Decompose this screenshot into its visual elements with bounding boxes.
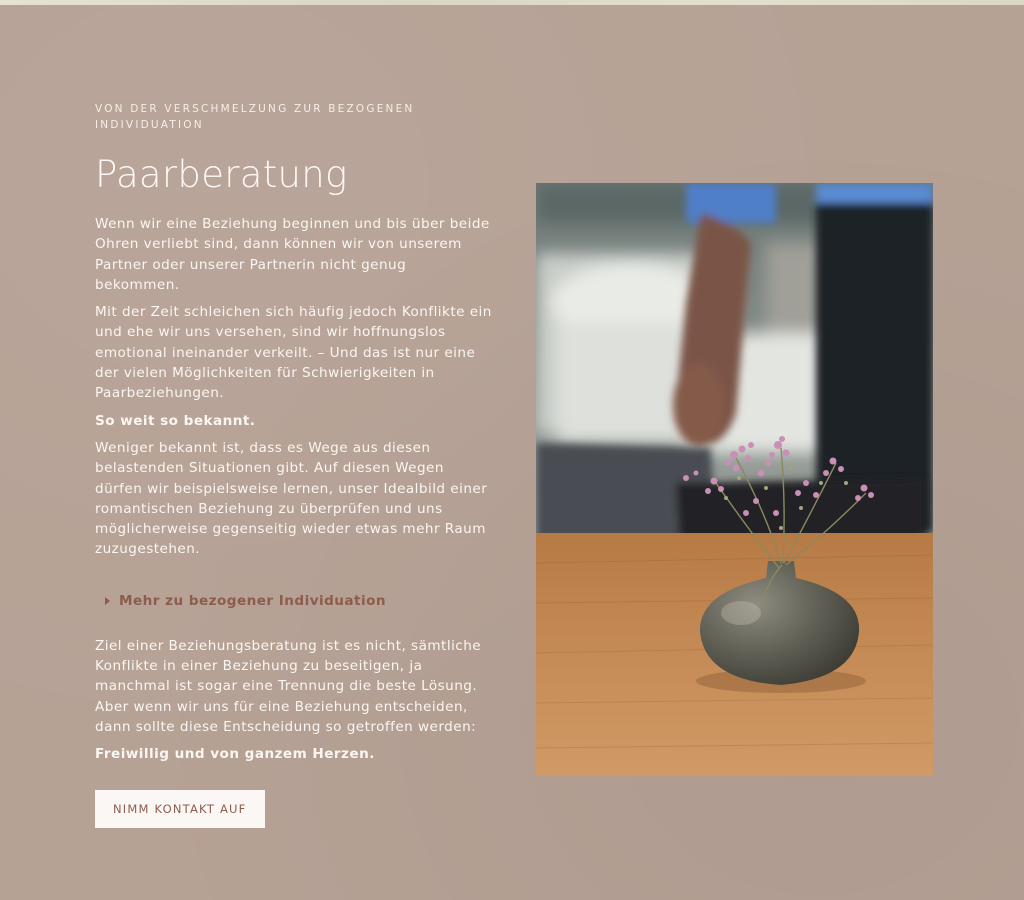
conflict-paragraph: Mit der Zeit schleichen sich häufig jedoch Konflikte ein und ehe wir uns versehen, sind wir hoffnungslos emotional ineinander verkeilt. – Und das ist nur eine der vielen Möglichkeiten für Schwierigkeiten in Paarbeziehungen. bbox=[95, 304, 492, 402]
paarberatung-section bbox=[0, 5, 1024, 900]
vase-flowers-photo bbox=[536, 183, 933, 776]
intro-paragraph: Wenn wir eine Beziehung beginnen und bis über beide Ohren verliebt sind, dann können wir von unserem Partner oder unserer Partnerin nicht genug bekommen. bbox=[95, 216, 490, 293]
section-eyebrow: VON DER VERSCHMELZUNG ZUR BEZOGENEN INDIVIDUATION bbox=[95, 103, 415, 131]
text-column bbox=[95, 101, 495, 828]
goal-paragraph: Ziel einer Beziehungsberatung ist es nicht, sämtliche Konflikte in einer Beziehung zu beseitigen, ja manchmal ist sogar eine Trennung die beste Lösung. Aber wenn wir uns für eine Beziehung entscheiden, dann sollte diese Entscheidung so getroffen werden: bbox=[95, 637, 482, 735]
more-individuation-toggle[interactable] bbox=[105, 593, 495, 609]
closing-statement: Freiwillig und von ganzem Herzen. bbox=[95, 746, 375, 763]
triangle-right-icon bbox=[105, 597, 110, 605]
more-individuation-label: Mehr zu bezogener Individuation bbox=[119, 592, 387, 609]
contact-button[interactable]: NIMM KONTAKT AUF bbox=[95, 790, 265, 828]
page-title: Paarberatung bbox=[95, 153, 348, 196]
known-statement: So weit so bekannt. bbox=[95, 412, 256, 429]
ways-paragraph: Weniger bekannt ist, dass es Wege aus diesen belastenden Situationen gibt. Auf diesen Wegen dürfen wir beispielsweise lernen, unser Idealbild einer romantischen Beziehung zu überprüfen und uns möglicherweise gegenseitig wieder etwas mehr Raum zuzugestehen. bbox=[95, 439, 488, 558]
